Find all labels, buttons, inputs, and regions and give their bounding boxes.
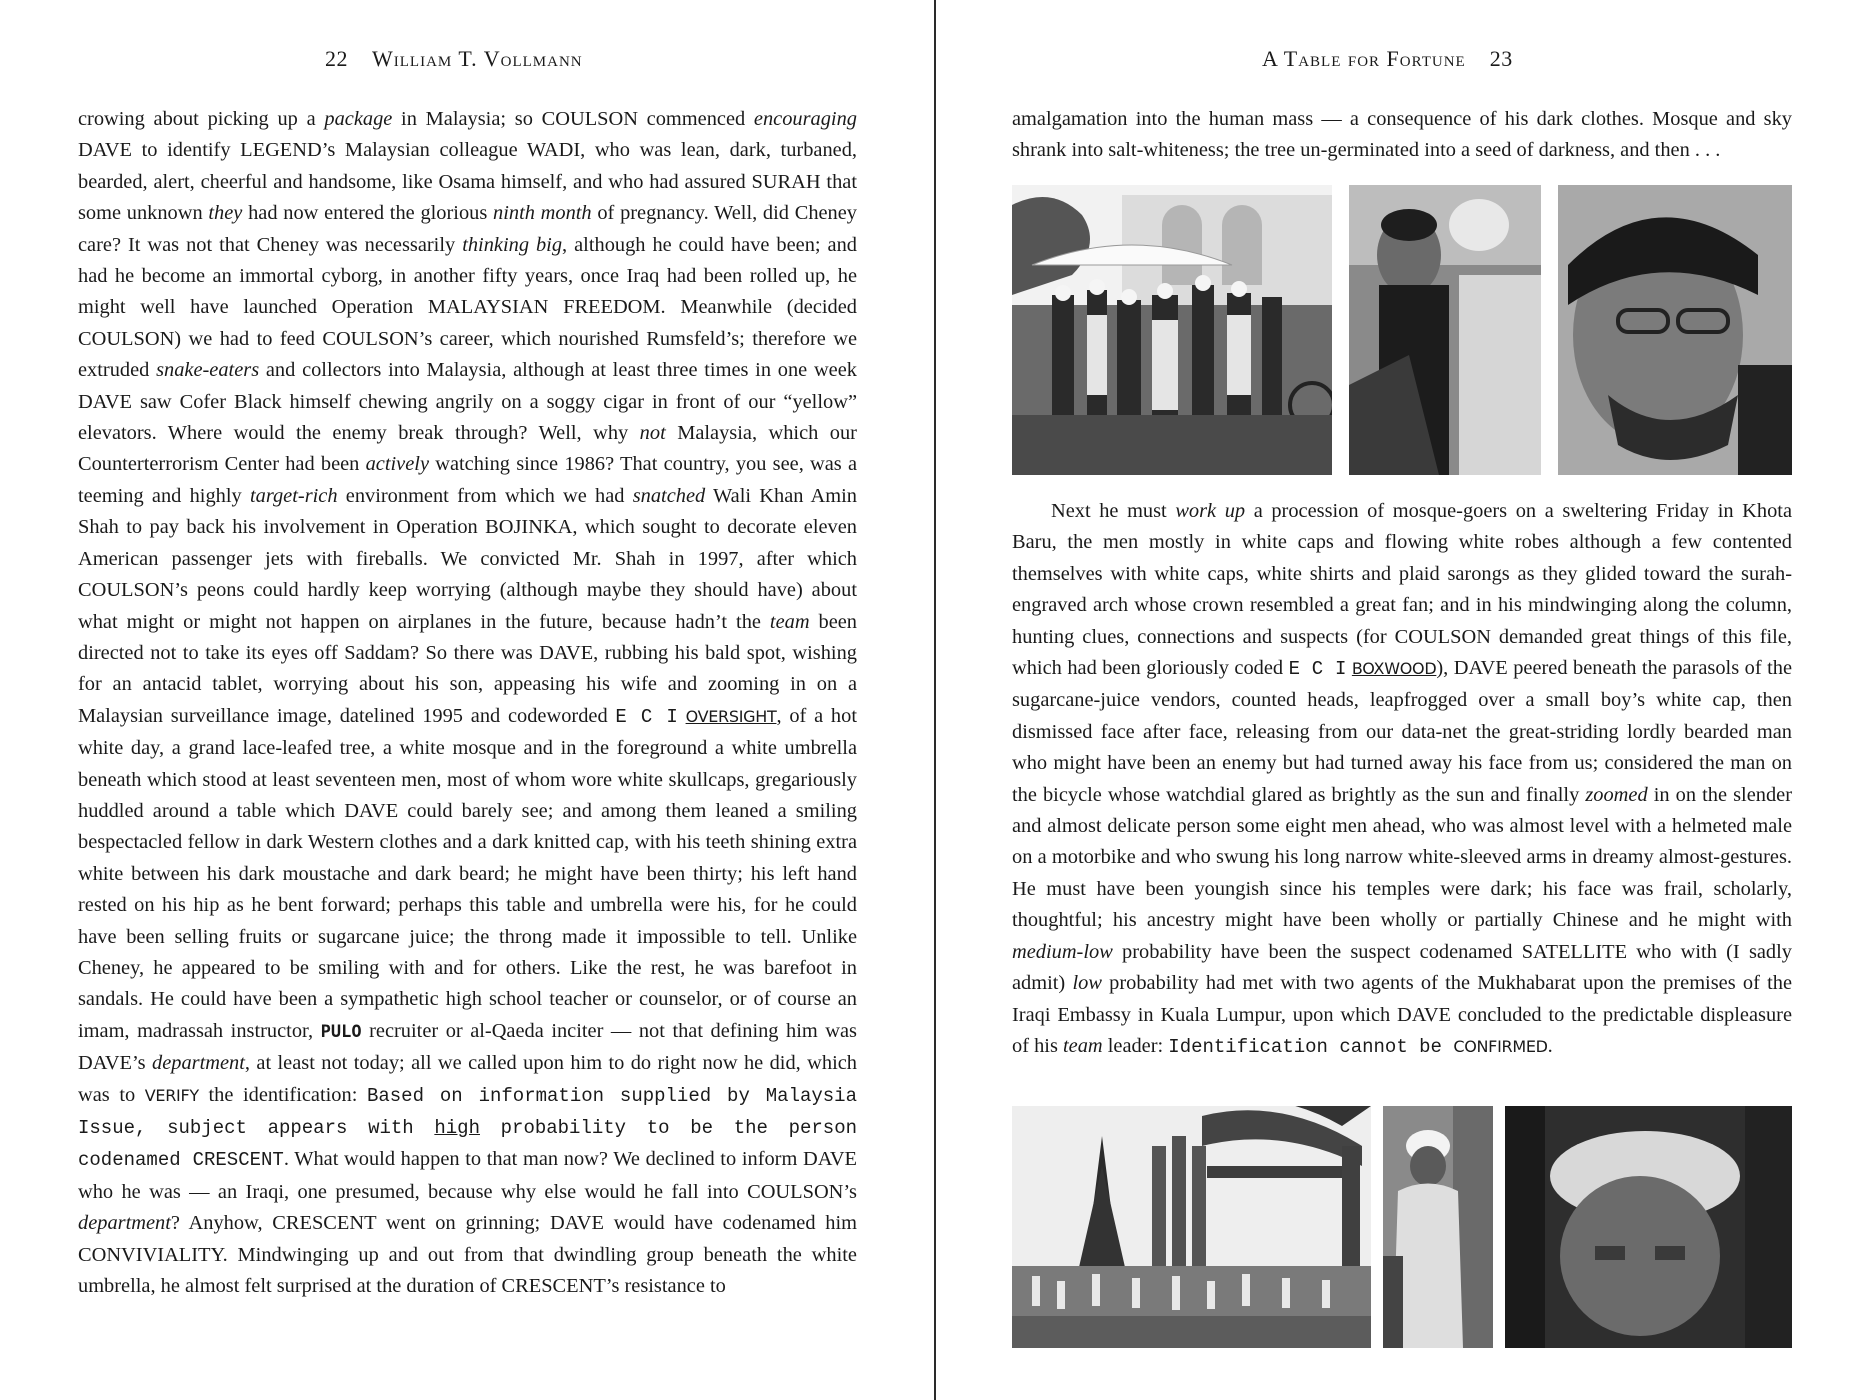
codeword-oversight: OVERSIGHT (685, 706, 777, 726)
confirmed-label: CONFIRMED (1453, 1036, 1548, 1056)
right-body-text-main (1012, 496, 1792, 1063)
code-eci: E C I (615, 705, 678, 728)
right-book-title: A Table for Fortune (1262, 46, 1466, 71)
right-paragraph-1: amalgamation into the human mass — a consequence of his dark clothes. Mosque and sky shrank into salt-whiteness; the tree un-germinated into a seed of darkness, and then . . . (1012, 108, 1792, 162)
verify-label: VERIFY (144, 1085, 199, 1105)
mosque-crowd-photo (1012, 185, 1332, 475)
identification-quote: Based on information supplied by Malaysia Issue, subject appears with high probability to be the person codenamed CRESCENT (78, 1084, 857, 1172)
right-page (937, 0, 1866, 1400)
blurred-face-closeup-photo (1505, 1106, 1792, 1348)
man-in-white-cap-photo (1383, 1106, 1493, 1348)
right-paragraph-2: Next he must work up a procession of mosque-goers on a sweltering Friday in Khota Baru, the men mostly in white caps and flowing white robes although a few contented themselves with white caps, white shirts and plaid sarongs as they glided toward the surah-engraved arch whose crown resembled a great fan; and in his mindwinging along the column, hunting clues, connections and suspects (for COULSON demanded great things of this file, which had been gloriously coded E C I BOXWOOD), DAVE peered beneath the parasols of the sugarcane-juice vendors, counted heads, leapfrogged over a small boy’s white cap, then dismissed face after face, releasing from our data-net the great-striding lordly bearded man who might have been an enemy but had turned away his face from us; considered the man on the bicycle whose watchdial glared as brightly as the sun and finally zoomed in on the slender and almost delicate person some eight men ahead, who was almost level with a helmeted male on a motorbike and who swung his long narrow white-sleeved arms in dreamy almost-gestures. He must have been youngish since his temples were dark; his face was frail, scholarly, thoughtful; his ancestry might have been wholly or partially Chinese and he might with medium-low probability have been the suspect codenamed SATELLITE who with (I sadly admit) low probability had met with two agents of the Mukhabarat upon the premises of the Iraqi Embassy in Kuala Lumpur, upon which DAVE concluded to the predictable displeasure of his team leader: Identification cannot be CONFIRMED. (1012, 500, 1793, 1058)
right-running-head (1262, 46, 1513, 72)
closeup-face-photo (1558, 185, 1792, 475)
left-running-head (325, 46, 583, 72)
right-body-text-top (1012, 104, 1792, 167)
mosque-arch-procession-photo (1012, 1106, 1371, 1348)
left-page-number: 22 (325, 46, 348, 71)
book-gutter (934, 0, 936, 1400)
right-page-number: 23 (1489, 46, 1513, 71)
left-author-name: William T. Vollmann (372, 46, 583, 71)
smiling-man-photo (1349, 185, 1541, 475)
identification-result: Identification cannot be (1168, 1035, 1454, 1058)
left-paragraph: crowing about picking up a package in Malaysia; so COULSON commenced encouraging DAVE to identify LEGEND’s Malaysian colleague WADI, who was lean, dark, turbaned, bearded, alert, cheerful and handsome, like Osama himself, and who had assured SURAH that some unknown they had now entered the glorious ninth month of pregnancy. Well, did Cheney care? It was not that Cheney was necessarily thinking big, although he could have been; and had he become an immortal cyborg, in another fifty years, once Iraq had been rolled up, he might well have launched Operation MALAYSIAN FREEDOM. Meanwhile (decided COULSON) we had to feed COULSON’s career, which nourished Rumsfeld’s; therefore we extruded snake-eaters and collectors into Malaysia, although at least three times in one week DAVE saw Cofer Black himself chewing angrily on a soggy cigar in front of our “yellow” elevators. Where would the enemy break through? Well, why not Malaysia, which our Counterterrorism Center had been actively watching since 1986? That country, you see, was a teeming and highly target-rich environment from which we had snatched Wali Khan Amin Shah to pay back his involvement in Operation BOJINKA, which sought to decorate eleven American passenger jets with fireballs. We convicted Mr. Shah in 1997, after which COULSON’s peons could hardly keep worrying (although maybe they should have) about what might or might not happen on airplanes in the future, because hadn’t the team been directed not to take its eyes off Saddam? So there was DAVE, rubbing his bald spot, wishing for an antacid tablet, worrying about his son, appeasing his wife and zooming in on a Malaysian surveillance image, datelined 1995 and codeworded E C I OVERSIGHT, of a hot white day, a grand lace-leafed tree, a white mosque and in the foreground a white umbrella beneath which stood at least seventeen men, most of whom wore white skullcaps, gregariously huddled around a table which DAVE could barely see; and among them leaned a smiling bespectacled fellow in dark Western clothes and a dark knitted cap, with his teeth shining extra white between his dark moustache and dark beard; he might have been thirty; his left hand rested on his hip as he bent forward; perhaps this table and umbrella were his, for he could have been selling fruits or sugarcane juice; the throng made it impossible to tell. Unlike Cheney, he appeared to be smiling with and for others. Like the rest, he was barefoot in sandals. He could have been a sympathetic high school teacher or counselor, or of course an imam, madrassah instructor, PULO recruiter or al-Qaeda inciter — not that defining him was DAVE’s department, at least not today; all we called upon him to do right now he did, which was to VERIFY the identification: Based on information supplied by Malaysia Issue, subject appears with high probability to be the person codenamed CRESCENT. What would happen to that man now? We declined to inform DAVE who he was — an Iraqi, one presumed, because why else would he fall into COULSON’s department? Anyhow, CRESCENT went on grinning; DAVE would have codenamed him CONVIVIALITY. Mindwinging up and out from that dwindling group beneath the white umbrella, he almost felt surprised at the duration of CRESCENT’s resistance to (78, 108, 858, 1298)
left-body-text (78, 104, 857, 1302)
code-eci-2: E C I (1288, 658, 1347, 681)
codeword-boxwood: BOXWOOD (1351, 659, 1437, 679)
code-pulo: PULO (320, 1021, 362, 1042)
